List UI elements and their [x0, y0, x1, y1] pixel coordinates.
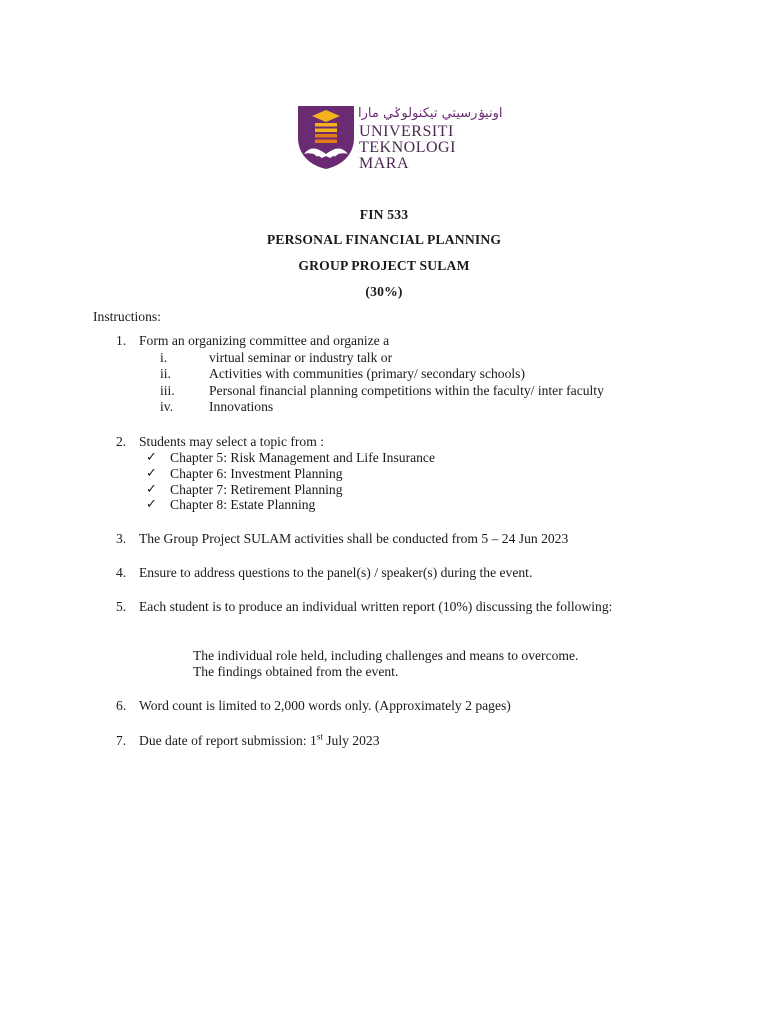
check-item-text: Chapter 5: Risk Management and Life Insurance	[170, 450, 435, 465]
sub-item-text: Innovations	[209, 399, 274, 414]
check-item-text: Chapter 8: Estate Planning	[170, 497, 316, 512]
check-item-text: Chapter 6: Investment Planning	[170, 466, 343, 481]
uitm-logo	[296, 104, 503, 174]
item-number: 1.	[116, 333, 127, 348]
course-code: FIN 533	[359, 207, 409, 222]
instructions-label: Instructions:	[93, 309, 161, 324]
item-text: Word count is limited to 2,000 words only. (Approximately 2 pages)	[139, 698, 511, 713]
report-point: The individual role held, including challenges and means to overcome.	[193, 648, 579, 663]
sub-item-number: ii.	[160, 366, 171, 381]
due-date-suffix: July 2023	[322, 733, 380, 748]
ordinal-suffix: st	[316, 731, 323, 742]
item-text: Each student is to produce an individual written report (10%) discussing the following:	[139, 599, 613, 614]
item-text: The Group Project SULAM activities shall be conducted from 5 – 24 Jun 2023	[139, 531, 569, 546]
logo-name-line2: TEKNOLOGI	[359, 139, 456, 156]
item-text	[139, 733, 676, 749]
sub-item-number: iv.	[160, 399, 174, 414]
item-number: 5.	[116, 599, 127, 614]
item-text: Students may select a topic from :	[139, 434, 324, 449]
item-number: 3.	[116, 531, 127, 546]
logo-name-line1: UNIVERSITI	[359, 123, 454, 140]
sub-item-text: virtual seminar or industry talk or	[209, 350, 393, 365]
item-number: 6.	[116, 698, 127, 713]
checkmark-icon: ✓	[146, 497, 157, 512]
uitm-crest-icon	[296, 104, 356, 170]
sub-item-number: iii.	[160, 383, 175, 398]
project-title: GROUP PROJECT SULAM	[298, 258, 470, 273]
item-number: 4.	[116, 565, 127, 580]
item-number: 7.	[116, 733, 127, 748]
sub-item-text: Personal financial planning competitions within the faculty/ inter faculty	[209, 383, 604, 398]
report-point: The findings obtained from the event.	[193, 664, 399, 679]
item-text: Ensure to address questions to the panel(s) / speaker(s) during the event.	[139, 565, 533, 580]
sub-item-text: Activities with communities (primary/ secondary schools)	[209, 366, 525, 381]
checkmark-icon: ✓	[146, 466, 157, 481]
logo-arabic-text: اونيۏرسيتي تيکنولوݢي مارا	[358, 106, 503, 121]
project-weight: (30%)	[365, 284, 403, 299]
logo-name-line3: MARA	[359, 155, 410, 172]
check-item-text: Chapter 7: Retirement Planning	[170, 482, 343, 497]
item-text: Form an organizing committee and organize a	[139, 333, 390, 348]
course-title: PERSONAL FINANCIAL PLANNING	[266, 232, 502, 247]
checkmark-icon: ✓	[146, 450, 157, 465]
sub-item-number: i.	[160, 350, 168, 365]
due-date-prefix: Due date of report submission: 1	[139, 733, 317, 748]
item-number: 2.	[116, 434, 127, 449]
checkmark-icon: ✓	[146, 482, 157, 497]
